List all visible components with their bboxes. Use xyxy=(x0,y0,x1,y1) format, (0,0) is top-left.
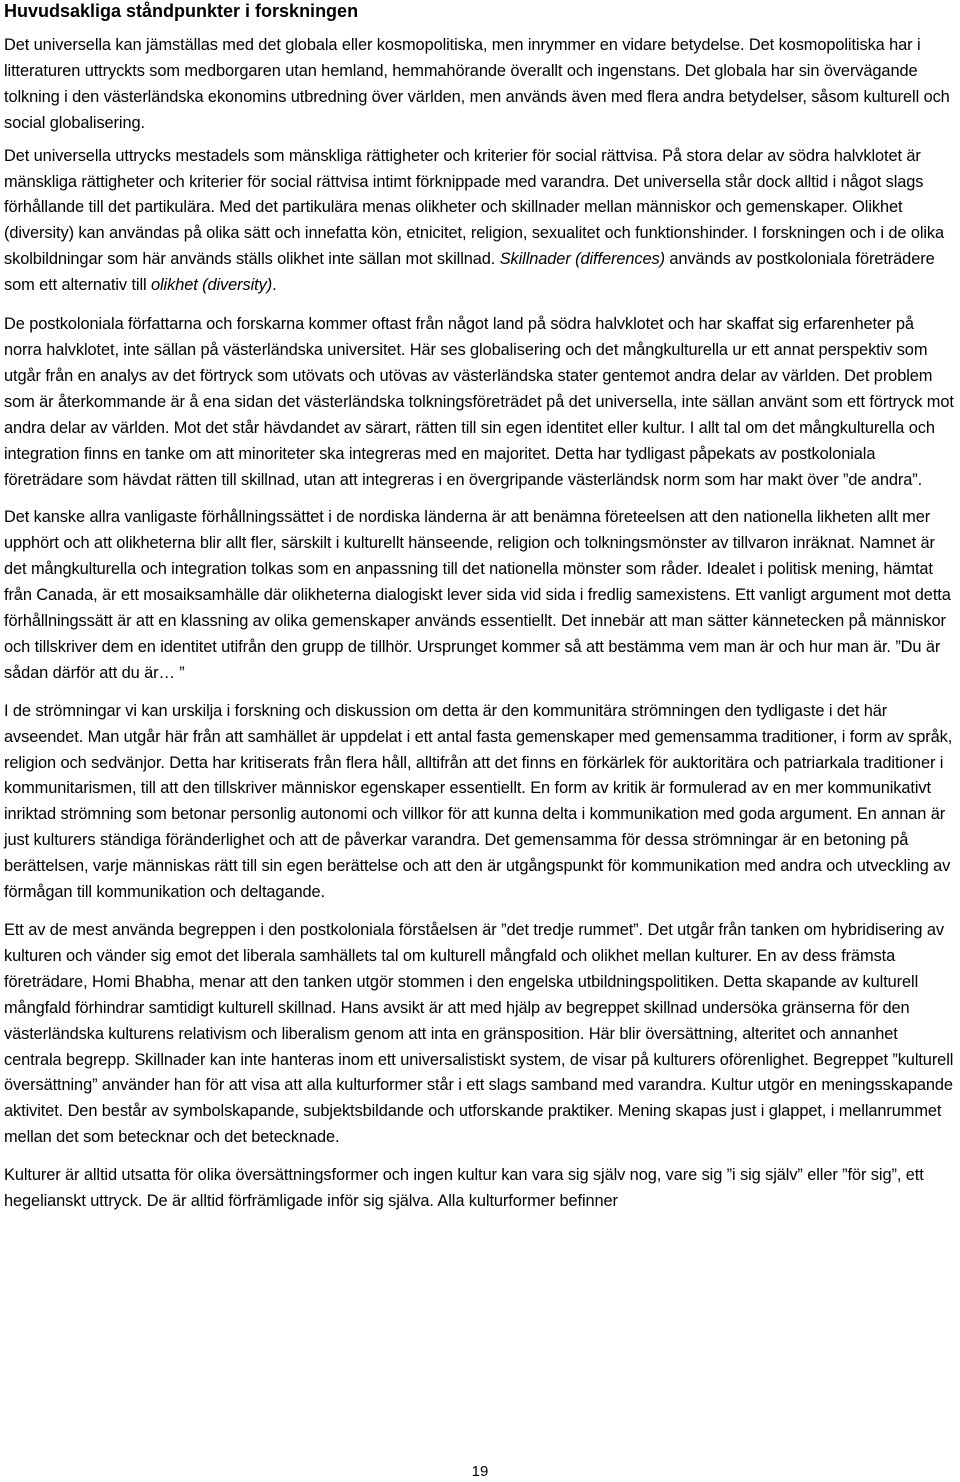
text-run: . xyxy=(272,276,277,295)
text-run: Kulturer är alltid utsatta för olika översättningsformer och ingen kultur kan vara sig själv nog, vare sig ”i sig själv” eller ”för sig”, ett hegelianskt uttryck. De är alltid förfrämligade inför sig själva. Alla kulturformer befinner xyxy=(4,1166,924,1211)
text-run: Ett av de mest använda begreppen i den postkoloniala förståelsen är ”det tredje rummet”. Det utgår från tanken om hybridisering av kulturen och vänder sig emot det liberala samhällets tal om kulturell mångfald och olikhet mellan kulturer. En av dess främsta företrädare, Homi Bhabha, menar att den tanken utgör stommen i den engelska utbildningspolitiken. Detta skapande av kulturell mångfald förhindrar samtidigt kulturell skillnad. Hans avsikt är att med hjälp av begreppet skillnad undersöka gränserna för den västerländska kulturens relativism och liberalism genom att inta en gränsposition. Här blir översättning, alteritet och annanhet centrala begrepp. Skillnader kan inte hanteras inom ett universalistiskt system, de visar på kulturers oförenlighet. Begreppet ”kulturell översättning” använder han för att visa att alla kulturformer står i ett slags samband med varandra. Kultur utgör en meningsskapande aktivitet. Den består av symbolskapande, subjektsbildande och utforskande praktiker. Mening skapas just i glappet, i mellanrummet mellan det som betecknar och det betecknade. xyxy=(4,921,954,1147)
paragraph-4 xyxy=(4,505,956,686)
text-run: De postkoloniala författarna och forskarna kommer oftast från något land på södra halvklotet och har skaffat sig erfarenheter på norra halvklotet, inte sällan på västerländska universitet. Här ses globalisering och det mångkulturella ur ett annat perspektiv som utgår från en analys av det förtryck som utövats och utövas av västerländska stater gentemot andra delar av världen. Det problem som är återkommande är å ena sidan det västerländska tolkningsföreträdet på det universella, inte sällan använt som ett förtryck mot andra delar av världen. Mot det står hävdandet av särart, rätten till sin egen identitet eller kultur. I allt tal om det mångkulturella och integration finns en tanke om att minoriteter ska integreras med en majoritet. Detta har tydligast påpekats av postkoloniala företrädare som hävdat rätten till skillnad, utan att integreras i en övergripande västerländsk norm som har makt över ”de andra”. xyxy=(4,315,954,489)
text-run: Det universella uttrycks mestadels som mänskliga rättigheter och kriterier för social rättvisa. På stora delar av södra halvklotet är mänskliga rättigheter och kriterier för social rättvisa intimt förknippade med varandra. Det universella står dock alltid i något slags förhållande till det partikulära. Med det partikulära menas olikheter och skillnader mellan människor och gemenskaper. Olikhet (diversity) kan användas på olika sätt och innefatta kön, etnicitet, religion, sexualitet och funktionshinder. I forskningen och i de olika skolbildningar som här används ställs olikhet inte sällan mot skillnad. xyxy=(4,146,945,269)
document-page xyxy=(4,0,956,1215)
paragraph-5 xyxy=(4,699,956,906)
paragraph-2 xyxy=(4,144,956,299)
italic-term: Skillnader (differences) xyxy=(499,250,665,269)
paragraph-7 xyxy=(4,1163,956,1215)
paragraph-3 xyxy=(4,312,956,493)
text-run: Det kanske allra vanligaste förhållningssättet i de nordiska länderna är att benämna företeelsen att den nationella likheten allt mer upphört och att olikheterna blir allt fler, särskilt i kulturellt hänseende, religion och tolkningsmönster av tillvaron inräknat. Namnet är det mångkulturella och integration tolkas som en anpassning till det nationella mönster som råder. Idealet i politisk mening, hämtat från Canada, är ett mosaiksamhälle där olikheterna dialogiskt lever sida vid sida i fredlig samexistens. Ett vanligt argument mot detta förhållningssätt är att en klassning av olika gemenskaper används essentiellt. Det innebär att man sätter kännetecken på människor och tillskriver dem en identitet utifrån den grupp de tillhör. Ursprunget kommer så att bestämma vem man är och hur man är. ”Du är sådan därför att du är… ” xyxy=(4,508,951,682)
italic-term: olikhet (diversity) xyxy=(151,276,273,295)
text-run: Det universella kan jämställas med det globala eller kosmopolitiska, men inrymmer en vidare betydelse. Det kosmopolitiska har i litteraturen uttryckts som medborgaren utan hemland, hemmahörande överallt och ingenstans. Det globala har sin övervägande tolkning i den västerländska ekonomins utbredning över världen, men används även med flera andra betydelser, såsom kulturell och social globalisering. xyxy=(4,36,950,132)
paragraph-6 xyxy=(4,918,956,1151)
paragraph-1 xyxy=(4,33,956,137)
text-run: används av postkoloniala företrädere som ett alternativ till xyxy=(4,250,935,295)
section-heading: Huvudsakliga ståndpunkter i forskningen xyxy=(4,1,359,21)
page-number: 19 xyxy=(471,1463,489,1480)
text-run: I de strömningar vi kan urskilja i forskning och diskussion om detta är den kommunitära strömningen den tydligaste i det här avseendet. Man utgår här från att samhället är uppdelat i ett antal fasta gemenskaper med gemensamma traditioner, i form av språk, religion och sedvänjor. Detta har kritiserats från flera håll, alltifrån att det finns en förkärlek för auktoritära och patriarkala traditioner i kommunitarismen, till att den tillskriver människor egenskaper essentiellt. En form av kritik är formulerad av en mer kommunikativt inriktad strömning som betonar personlig autonomi och villkor för att kunna delta i kommunikation med goda argument. En annan är just kulturers ständiga föränderlighet och att de påverkar varandra. Det gemensamma för dessa strömningar är en betoning på berättelsen, varje människas rätt till sin egen berättelse och att den är utgångspunkt för kommunikation med andra och utveckling av förmågan till kommunikation och deltagande. xyxy=(4,701,953,902)
